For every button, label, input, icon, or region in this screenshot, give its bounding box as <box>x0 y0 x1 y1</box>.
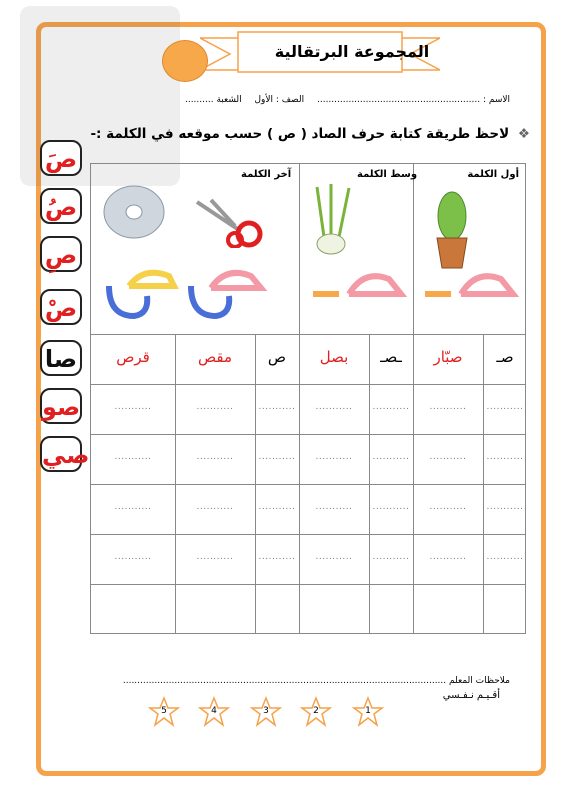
letter-initial-form: صـ <box>496 348 514 366</box>
section-end-label: آخر الكلمة <box>241 169 292 180</box>
teacher-notes-label: ملاحظات المعلم <box>449 676 510 686</box>
name-label: الاسم : <box>482 95 510 105</box>
writing-dots[interactable]: ........... <box>486 402 524 412</box>
writing-dots[interactable]: ........... <box>114 552 152 562</box>
letter-sad-middle-shape <box>309 264 409 304</box>
writing-dots[interactable]: ........... <box>114 402 152 412</box>
writing-dots[interactable]: ........... <box>258 402 296 412</box>
teacher-notes-line: ملاحظات المعلم ................................................................................................................. <box>122 676 510 686</box>
word-sabbar: صبّار <box>433 348 463 366</box>
writing-dots[interactable]: ........... <box>429 402 467 412</box>
writing-dots[interactable]: ........... <box>258 552 296 562</box>
writing-dots[interactable]: ........... <box>486 502 524 512</box>
writing-dots[interactable]: ........... <box>114 452 152 462</box>
self-evaluation-label: أقـيـم نـفـسي <box>442 690 500 701</box>
star-rating-2[interactable]: 2 <box>300 696 332 728</box>
chip-so: صو <box>40 388 82 424</box>
writing-dots[interactable]: ........... <box>486 552 524 562</box>
scissors-icon <box>191 196 265 248</box>
page-title: المجموعة البرتقالية <box>274 42 430 61</box>
onion-icon <box>309 182 359 262</box>
student-info-line: الاسم : ......................................................... الصف : الأول الشعبة .......... <box>184 95 510 105</box>
letter-sad-initial-shape <box>421 264 521 304</box>
writing-dots[interactable]: ........... <box>372 552 410 562</box>
writing-dots[interactable]: ........... <box>315 552 353 562</box>
star-rating-4[interactable]: 4 <box>198 696 230 728</box>
star-rating-3[interactable]: 3 <box>250 696 282 728</box>
chip-sad-fatha: صَ <box>40 140 82 176</box>
writing-dots[interactable]: ........... <box>315 452 353 462</box>
chip-sad-kasra: صِ <box>40 236 82 272</box>
cd-disc-icon <box>99 182 169 242</box>
word-qurs: قرص <box>116 348 150 366</box>
star-rating-5[interactable]: 5 <box>148 696 180 728</box>
diamond-bullet-icon: ❖ <box>517 126 530 142</box>
word-miqass: مقص <box>198 348 232 366</box>
chip-sad-damma: صُ <box>40 188 82 224</box>
writing-dots[interactable]: ........... <box>315 502 353 512</box>
section-start-label: أول الكلمة <box>467 169 519 180</box>
chip-si: صي <box>40 436 82 472</box>
writing-dots[interactable]: ........... <box>196 452 234 462</box>
letter-sad-final-shape-1 <box>99 256 179 326</box>
section-middle-label: وسط الكلمة <box>357 169 418 180</box>
writing-dots[interactable]: ........... <box>429 552 467 562</box>
section-label: الشعبة .......... <box>184 95 242 105</box>
instruction <box>60 126 530 150</box>
writing-dots[interactable]: ........... <box>429 452 467 462</box>
writing-dots[interactable]: ........... <box>372 502 410 512</box>
writing-dots[interactable]: ........... <box>372 452 410 462</box>
chip-sad-sukun: صْ <box>40 289 82 325</box>
writing-dots[interactable]: ........... <box>196 552 234 562</box>
writing-dots[interactable]: ........... <box>315 402 353 412</box>
orange-circle-icon <box>162 40 208 82</box>
practice-table <box>90 163 526 634</box>
star-rating-1[interactable]: 1 <box>352 696 384 728</box>
writing-dots[interactable]: ........... <box>196 402 234 412</box>
writing-dots[interactable]: ........... <box>196 502 234 512</box>
instruction-text: لاحظ طريقة كتابة حرف الصاد ( ص ) حسب موقعه في الكلمة :- <box>90 126 510 142</box>
class-label: الصف : الأول <box>254 95 305 105</box>
writing-dots[interactable]: ........... <box>429 502 467 512</box>
writing-dots[interactable]: ........... <box>114 502 152 512</box>
writing-dots[interactable]: ........... <box>372 402 410 412</box>
word-basal: بصل <box>319 348 349 366</box>
chip-sa: صا <box>40 340 82 376</box>
cactus-icon <box>427 188 477 270</box>
writing-dots[interactable]: ........... <box>486 452 524 462</box>
letter-final-form: ص <box>267 348 287 366</box>
letter-sad-final-shape-2 <box>181 256 271 326</box>
letter-middle-form: ـصـ <box>380 348 402 366</box>
writing-dots[interactable]: ........... <box>258 502 296 512</box>
writing-dots[interactable]: ........... <box>258 452 296 462</box>
